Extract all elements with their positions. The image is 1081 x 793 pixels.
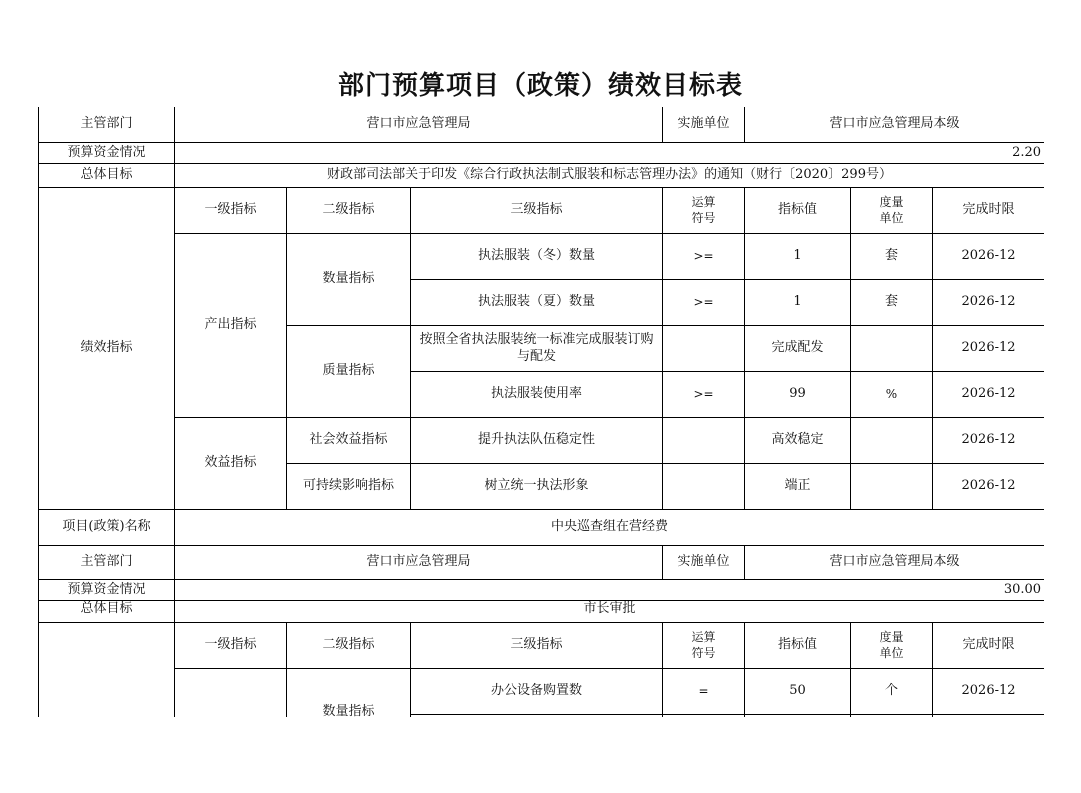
header-level3: 三级指标 [411, 187, 663, 233]
table-row [39, 142, 1045, 163]
table-row [39, 579, 1045, 600]
budget-value: 2.20 [175, 142, 1045, 163]
header-level1: 一级指标 [175, 622, 287, 668]
indicator-unit: 套 [851, 279, 933, 325]
header-row [39, 622, 1045, 668]
overall-goal-value: 市长审批 [175, 600, 1045, 622]
indicator-value: 99 [745, 371, 851, 417]
indicator-unit [851, 417, 933, 463]
group-benefit: 效益指标 [175, 417, 287, 509]
indicator-name [411, 714, 663, 717]
indicator-op: = [663, 668, 745, 714]
indicator-value: 1 [745, 233, 851, 279]
indicator-deadline [933, 714, 1045, 717]
indicator-name: 树立统一执法形象 [411, 463, 663, 509]
indicator-level2: 社会效益指标 [287, 417, 411, 463]
table-row [39, 163, 1045, 187]
header-row [39, 187, 1045, 233]
indicator-deadline: 2026-12 [933, 417, 1045, 463]
project1-table [38, 107, 1044, 717]
header-operator: 运算 符号 [663, 622, 745, 668]
indicator-unit: 套 [851, 233, 933, 279]
table-row [39, 600, 1045, 622]
indicator-value: 1 [745, 279, 851, 325]
impl-unit-label: 实施单位 [663, 545, 745, 579]
indicator-deadline: 2026-12 [933, 668, 1045, 714]
budget-label: 预算资金情况 [39, 579, 175, 600]
indicator-unit: 个 [851, 668, 933, 714]
group-output: 产出指标 [175, 233, 287, 417]
indicator-value: 50 [745, 668, 851, 714]
indicator-name: 执法服装使用率 [411, 371, 663, 417]
header-value: 指标值 [745, 187, 851, 233]
table-row [39, 509, 1045, 545]
impl-unit-value: 营口市应急管理局本级 [745, 107, 1045, 142]
indicator-unit [851, 463, 933, 509]
page-title: 部门预算项目（政策）绩效目标表 [337, 71, 743, 101]
indicator-value: 高效稳定 [745, 417, 851, 463]
project-name-label: 项目(政策)名称 [39, 509, 175, 545]
indicator-deadline: 2026-12 [933, 279, 1045, 325]
indicator-level2: 可持续影响指标 [287, 463, 411, 509]
table-row [39, 233, 1045, 279]
header-level3: 三级指标 [411, 622, 663, 668]
indicator-name: 执法服装（夏）数量 [411, 279, 663, 325]
indicator-name: 按照全省执法服装统一标准完成服装订购与配发 [411, 325, 663, 371]
group-quantity: 数量指标 [287, 668, 411, 717]
indicator-deadline: 2026-12 [933, 463, 1045, 509]
indicator-op: >= [663, 279, 745, 325]
header-deadline: 完成时限 [933, 187, 1045, 233]
indicator-op [663, 325, 745, 371]
indicator-value: 端正 [745, 463, 851, 509]
overall-goal-label: 总体目标 [39, 163, 175, 187]
indicator-unit [851, 714, 933, 717]
group-output-cell [175, 668, 287, 717]
header-unit: 度量 单位 [851, 187, 933, 233]
perf-indicator-cell [39, 622, 175, 717]
header-operator: 运算 符号 [663, 187, 745, 233]
table-row [39, 417, 1045, 463]
dept-value: 营口市应急管理局 [175, 107, 663, 142]
perf-indicator-label: 绩效指标 [39, 187, 175, 509]
overall-goal-value: 财政部司法部关于印发《综合行政执法制式服装和标志管理办法》的通知（财行〔2020〕299号） [175, 163, 1045, 187]
indicator-op: >= [663, 233, 745, 279]
indicator-name: 提升执法队伍稳定性 [411, 417, 663, 463]
table-row [39, 668, 1045, 714]
budget-value: 30.00 [175, 579, 1045, 600]
dept-label: 主管部门 [39, 545, 175, 579]
performance-table [38, 107, 1044, 717]
indicator-deadline: 2026-12 [933, 371, 1045, 417]
header-level2: 二级指标 [287, 622, 411, 668]
indicator-deadline: 2026-12 [933, 233, 1045, 279]
header-level1: 一级指标 [175, 187, 287, 233]
indicator-value [745, 714, 851, 717]
indicator-unit [851, 325, 933, 371]
indicator-name: 办公设备购置数 [411, 668, 663, 714]
group-quantity: 数量指标 [287, 233, 411, 325]
budget-label: 预算资金情况 [39, 142, 175, 163]
overall-goal-label: 总体目标 [39, 600, 175, 622]
table-row [39, 545, 1045, 579]
indicator-op [663, 463, 745, 509]
indicator-value: 完成配发 [745, 325, 851, 371]
group-quality: 质量指标 [287, 325, 411, 417]
indicator-op: >= [663, 371, 745, 417]
header-unit: 度量 单位 [851, 622, 933, 668]
dept-label: 主管部门 [39, 107, 175, 142]
impl-unit-label: 实施单位 [663, 107, 745, 142]
table-row [39, 107, 1045, 142]
indicator-op [663, 417, 745, 463]
header-level2: 二级指标 [287, 187, 411, 233]
indicator-op [663, 714, 745, 717]
header-value: 指标值 [745, 622, 851, 668]
dept-value: 营口市应急管理局 [175, 545, 663, 579]
project-name-value: 中央巡查组在营经费 [175, 509, 1045, 545]
indicator-name: 执法服装（冬）数量 [411, 233, 663, 279]
indicator-deadline: 2026-12 [933, 325, 1045, 371]
indicator-unit: % [851, 371, 933, 417]
header-deadline: 完成时限 [933, 622, 1045, 668]
impl-unit-value: 营口市应急管理局本级 [745, 545, 1045, 579]
